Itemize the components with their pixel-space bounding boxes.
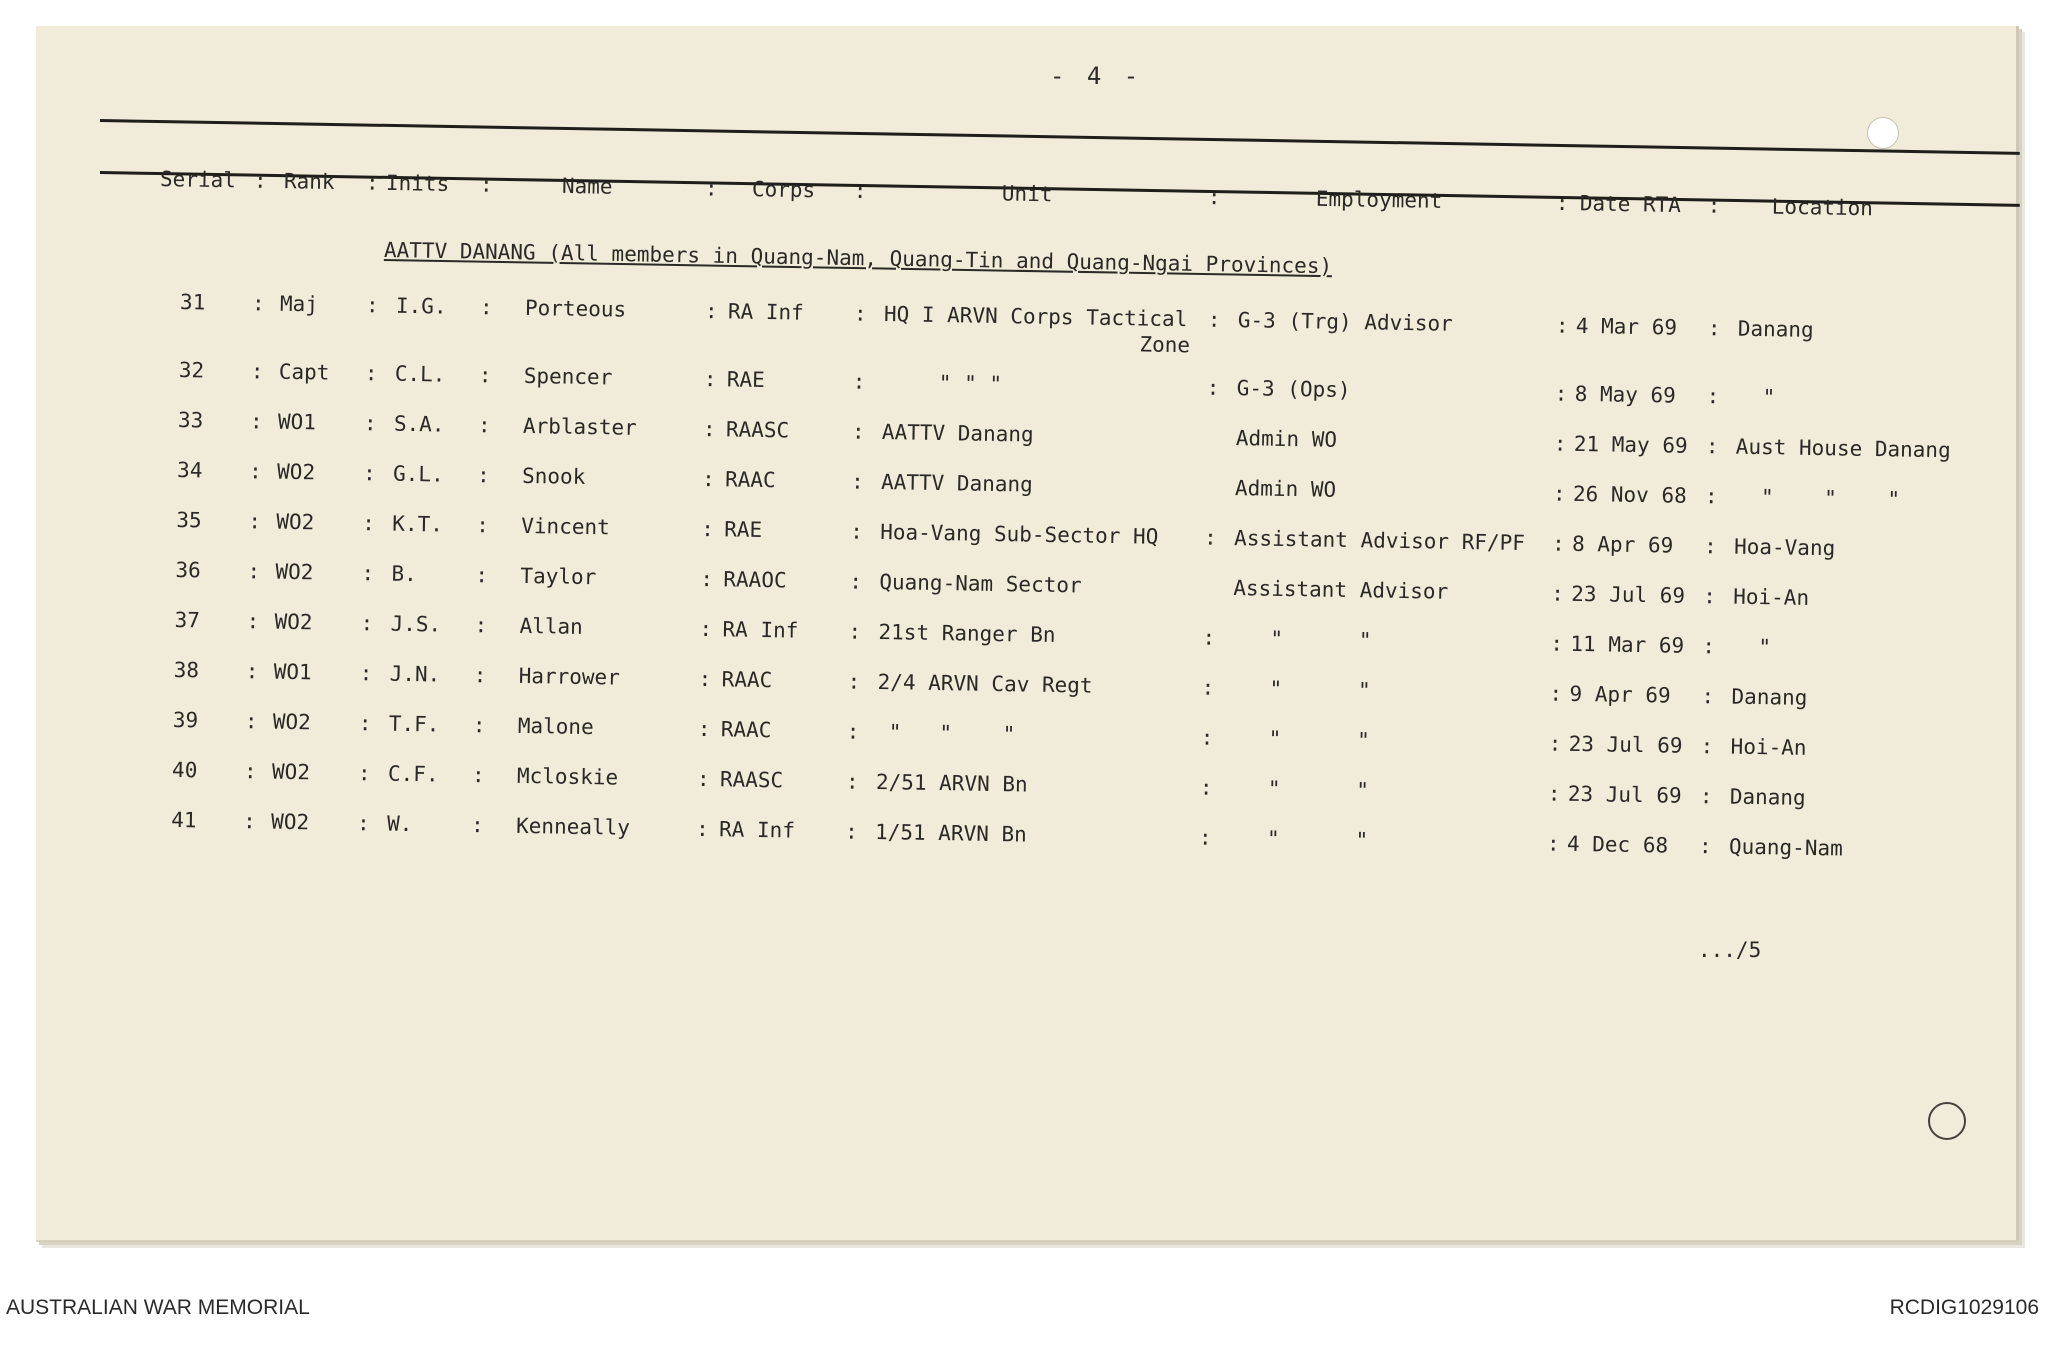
circle-mark xyxy=(1928,1102,1966,1140)
page-number: - 4 - xyxy=(1050,62,1143,90)
separator: : xyxy=(699,616,713,642)
separator: : xyxy=(697,716,711,742)
separator: : xyxy=(1551,581,1565,606)
cell-date-rta: 23 Jul 69 xyxy=(1571,581,1686,608)
separator: : xyxy=(844,819,858,844)
separator: : xyxy=(1700,734,1714,759)
cell-name: Harrower xyxy=(518,663,621,690)
separator: : xyxy=(1198,825,1212,850)
cell-name: Porteous xyxy=(524,295,627,322)
separator: : xyxy=(1201,675,1215,700)
cell-rank: WO2 xyxy=(274,609,313,635)
cell-inits: J.S. xyxy=(390,611,442,637)
separator: : xyxy=(474,613,488,638)
separator: : xyxy=(702,416,716,442)
table-row xyxy=(0,287,2047,370)
separator: : xyxy=(364,361,378,386)
separator: : xyxy=(704,298,718,324)
cell-unit-continuation: Zone xyxy=(1139,332,1191,358)
separator: : xyxy=(1202,625,1216,650)
separator: : xyxy=(479,295,493,320)
cell-corps: RAE xyxy=(724,517,763,542)
cell-employment: " " xyxy=(1230,726,1371,753)
cell-unit: 2/4 ARVN Cav Regt xyxy=(877,669,1093,698)
cell-serial: 34 xyxy=(176,457,203,483)
cell-name: Malone xyxy=(517,713,594,740)
separator: : xyxy=(850,469,864,494)
cell-date-rta: 4 Mar 69 xyxy=(1575,313,1678,340)
cell-rank: Maj xyxy=(279,291,319,317)
cell-location: Hoi-An xyxy=(1733,584,1810,610)
cell-unit: " " " xyxy=(888,720,1016,747)
separator: : xyxy=(476,513,490,538)
separator: : xyxy=(1551,531,1565,556)
column-separator: : xyxy=(704,176,718,201)
cell-serial: 37 xyxy=(174,607,201,633)
cell-inits: K.T. xyxy=(392,511,444,537)
cell-name: Mcloskie xyxy=(516,763,619,790)
separator: : xyxy=(358,711,372,736)
cell-inits: S.A. xyxy=(393,411,445,437)
cell-serial: 40 xyxy=(171,757,198,783)
separator: : xyxy=(695,816,709,842)
cell-serial: 35 xyxy=(176,507,202,533)
separator: : xyxy=(362,461,377,486)
separator: : xyxy=(698,666,712,692)
cell-location: Danang xyxy=(1731,684,1808,710)
cell-date-rta: 4 Dec 68 xyxy=(1566,831,1669,858)
separator: : xyxy=(701,466,715,492)
separator: : xyxy=(248,459,263,484)
separator: : xyxy=(245,659,259,684)
separator: : xyxy=(1206,375,1220,400)
separator: : xyxy=(1698,834,1712,859)
separator: : xyxy=(249,409,263,434)
cell-date-rta: 11 Mar 69 xyxy=(1570,631,1685,658)
column-name: Name xyxy=(561,173,613,199)
separator: : xyxy=(848,619,862,644)
separator: : xyxy=(359,661,373,686)
cell-inits: T.F. xyxy=(388,711,440,737)
cell-employment: Assistant Advisor xyxy=(1233,576,1449,604)
cell-employment: " " xyxy=(1232,626,1372,653)
column-corps: Corps xyxy=(751,177,816,203)
separator: : xyxy=(845,769,859,794)
separator: : xyxy=(247,559,261,584)
column-unit: Unit xyxy=(1001,181,1053,207)
cell-corps: RAAOC xyxy=(723,567,787,593)
separator: : xyxy=(248,509,262,534)
separator: : xyxy=(847,669,861,694)
cell-corps: RA Inf xyxy=(727,299,805,325)
separator: : xyxy=(1554,381,1568,406)
cell-location: Aust House Danang xyxy=(1735,434,1951,463)
cell-corps: RAAC xyxy=(721,667,773,693)
cell-date-rta: 8 May 69 xyxy=(1574,381,1677,408)
separator: : xyxy=(361,561,375,586)
column-inits: Inits xyxy=(385,170,450,196)
cell-employment: Assistant Advisor RF/PF xyxy=(1233,526,1526,556)
cell-location: Quang-Nam xyxy=(1728,834,1843,861)
cell-date-rta: 23 Jul 69 xyxy=(1568,731,1683,758)
separator: : xyxy=(1703,534,1717,559)
cell-serial: 38 xyxy=(173,657,200,683)
cell-unit: Quang-Nam Sector xyxy=(879,570,1082,598)
column-separator: : xyxy=(1707,193,1721,218)
cell-serial: 33 xyxy=(177,407,204,433)
cell-inits: B. xyxy=(391,561,417,587)
cell-name: Allan xyxy=(519,613,583,639)
separator: : xyxy=(1199,775,1213,800)
separator: : xyxy=(1555,313,1569,338)
separator: : xyxy=(846,719,860,744)
separator: : xyxy=(360,611,374,636)
column-rank: Rank xyxy=(283,169,335,195)
cell-rank: WO1 xyxy=(277,409,317,435)
separator: : xyxy=(1550,631,1564,656)
cell-unit: AATTV Danang xyxy=(880,470,1033,497)
separator: : xyxy=(1200,725,1214,750)
separator: : xyxy=(471,763,485,788)
separator: : xyxy=(1701,684,1715,709)
cell-rank: WO2 xyxy=(270,809,310,835)
cell-rank: Capt xyxy=(278,359,330,385)
cell-unit: Hoa-Vang Sub-Sector HQ xyxy=(880,520,1159,549)
cell-rank: WO2 xyxy=(271,759,311,785)
separator: : xyxy=(1705,434,1719,459)
separator: : xyxy=(1203,525,1218,550)
column-separator: : xyxy=(253,168,267,193)
separator: : xyxy=(700,566,714,592)
cell-corps: RAASC xyxy=(725,417,790,443)
cell-unit: 21st Ranger Bn xyxy=(878,619,1056,648)
section-title: AATTV DANANG (All members in Quang-Nam, Quang-Tin and Quang-Ngai Provinces) xyxy=(383,238,1333,279)
cell-inits: J.N. xyxy=(389,661,441,687)
cell-name: Taylor xyxy=(520,563,597,590)
archive-id: RCDIG1029106 xyxy=(1889,1296,2039,1319)
cell-employment: " " xyxy=(1228,826,1369,853)
cell-rank: WO2 xyxy=(276,459,316,485)
cell-location: Hoi-An xyxy=(1730,734,1807,760)
cell-name: Spencer xyxy=(523,363,613,390)
cell-unit: AATTV Danang xyxy=(881,420,1034,447)
column-separator: : xyxy=(1555,190,1569,216)
cell-date-rta: 21 May 69 xyxy=(1573,431,1688,458)
cell-name: Arblaster xyxy=(522,413,637,440)
cell-corps: RAASC xyxy=(719,767,784,793)
separator: : xyxy=(363,411,377,436)
cell-name: Snook xyxy=(521,463,586,489)
separator: : xyxy=(696,766,710,792)
separator: : xyxy=(703,366,717,392)
separator: : xyxy=(853,301,867,326)
separator: : xyxy=(1699,784,1713,809)
separator: : xyxy=(1548,731,1562,756)
cell-corps: RA Inf xyxy=(718,817,796,843)
cell-corps: RAAC xyxy=(724,467,776,493)
separator: : xyxy=(356,811,371,836)
column-separator: : xyxy=(479,172,493,197)
cell-corps: RA Inf xyxy=(722,617,799,643)
cell-unit: 1/51 ARVN Bn xyxy=(874,819,1027,847)
cell-serial: 36 xyxy=(175,557,201,583)
cell-inits: C.F. xyxy=(387,761,439,787)
column-serial: Serial xyxy=(159,167,237,193)
cell-serial: 41 xyxy=(170,807,197,833)
cell-location: Danang xyxy=(1737,316,1814,342)
separator: : xyxy=(477,413,491,438)
cell-unit: " " " xyxy=(938,370,1003,397)
separator: : xyxy=(1706,384,1720,409)
separator: : xyxy=(849,569,863,594)
separator: : xyxy=(1707,316,1721,341)
column-employment: Employment xyxy=(1315,186,1443,213)
separator: : xyxy=(357,761,371,786)
cell-date-rta: 9 Apr 69 xyxy=(1569,681,1671,708)
cell-corps: RAE xyxy=(726,367,765,393)
cell-location: Hoa-Vang xyxy=(1733,534,1836,561)
cell-unit: 2/51 ARVN Bn xyxy=(875,769,1028,797)
cell-employment: G-3 (Trg) Advisor xyxy=(1237,308,1454,336)
cell-inits: G.L. xyxy=(392,461,444,487)
column-date-rta: Date RTA xyxy=(1579,191,1682,218)
cell-employment: " " xyxy=(1229,776,1370,803)
cell-employment: Admin WO xyxy=(1235,426,1338,452)
separator: : xyxy=(1553,431,1567,456)
column-separator: : xyxy=(853,178,867,204)
cell-serial: 32 xyxy=(178,357,205,383)
separator: : xyxy=(476,463,490,488)
cell-location: " " " xyxy=(1760,485,1901,512)
cell-rank: WO1 xyxy=(273,659,312,685)
separator: : xyxy=(1547,781,1561,806)
cell-location: " xyxy=(1758,635,1772,660)
cell-rank: WO2 xyxy=(272,709,312,735)
archive-credit: AUSTRALIAN WAR MEMORIAL xyxy=(6,1296,310,1319)
cell-unit: HQ I ARVN Corps Tactical xyxy=(883,302,1188,332)
cell-serial: 31 xyxy=(179,290,206,315)
separator: : xyxy=(701,516,715,542)
separator: : xyxy=(1549,681,1563,706)
cell-date-rta: 26 Nov 68 xyxy=(1572,481,1687,508)
separator: : xyxy=(470,813,485,838)
separator: : xyxy=(850,519,864,544)
separator: : xyxy=(1546,831,1560,856)
separator: : xyxy=(250,359,264,384)
separator: : xyxy=(243,759,257,784)
separator: : xyxy=(362,511,376,536)
separator: : xyxy=(246,609,260,634)
separator: : xyxy=(473,663,487,688)
separator: : xyxy=(1704,484,1718,509)
separator: : xyxy=(244,709,258,734)
cell-rank: WO2 xyxy=(275,559,314,585)
continuation-marker: .../5 xyxy=(1698,938,1762,962)
column-location: Location xyxy=(1771,194,1874,221)
cell-inits: I.G. xyxy=(395,293,447,319)
separator: : xyxy=(251,291,265,316)
cell-date-rta: 23 Jul 69 xyxy=(1567,781,1682,808)
column-separator: : xyxy=(365,170,379,195)
cell-employment: Admin WO xyxy=(1234,476,1337,502)
cell-employment: " " xyxy=(1231,676,1371,703)
separator: : xyxy=(242,809,257,834)
cell-employment: G-3 (Ops) xyxy=(1236,376,1351,403)
cell-inits: C.L. xyxy=(394,361,446,387)
separator: : xyxy=(1702,634,1716,659)
column-separator: : xyxy=(1207,184,1221,210)
cell-serial: 39 xyxy=(172,707,199,733)
separator: : xyxy=(1703,584,1717,609)
separator: : xyxy=(1552,481,1566,506)
cell-name: Vincent xyxy=(521,513,610,540)
cell-date-rta: 8 Apr 69 xyxy=(1571,531,1674,558)
separator: : xyxy=(851,419,865,444)
separator: : xyxy=(852,369,866,394)
cell-rank: WO2 xyxy=(276,509,315,535)
cell-location: " xyxy=(1762,385,1776,410)
separator: : xyxy=(1207,307,1221,332)
cell-inits: W. xyxy=(386,811,413,837)
cell-name: Kenneally xyxy=(515,813,631,840)
cell-location: Danang xyxy=(1729,784,1806,810)
separator: : xyxy=(478,363,492,388)
cell-corps: RAAC xyxy=(720,717,772,743)
separator: : xyxy=(365,293,379,318)
separator: : xyxy=(472,713,486,738)
separator: : xyxy=(475,563,489,588)
